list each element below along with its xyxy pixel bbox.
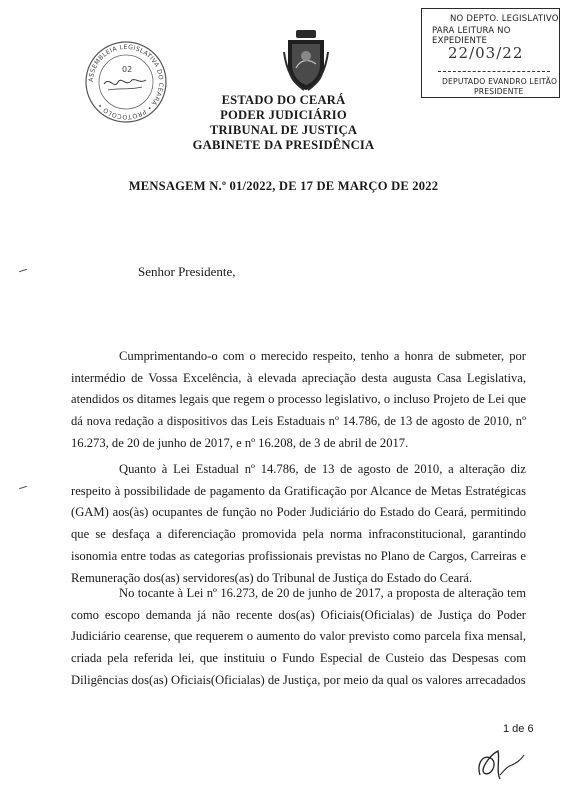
paragraph-1 <box>71 346 526 455</box>
stamp-line-1: NO DEPTO. LEGISLATIVO <box>450 14 559 24</box>
page-number: 1 de 6 <box>503 723 534 735</box>
stamp-line-4: DEPUTADO EVANDRO LEITÃO <box>442 77 558 86</box>
paragraph-2-text: Quanto à Lei Estadual nº 14.786, de 13 de agosto de 2010, a alteração diz respeito à possibilidade de pagamento da Gratificação por Alcance de Metas Estratégicas (GAM) aos(às) ocupantes de função no Poder Judiciário do Estado do Ceará, permitindo que se desfaça a diferenciação promovida pela norma infraconstitucional, garantindo isonomia entre todas as categorias profissionais previstas no Plano de Cargos, Carreiras e Remuneração dos(as) servidores(as) do Tribunal de Justiça do Estado do Ceará. <box>71 462 526 585</box>
stamp-divider <box>438 71 550 72</box>
handwritten-signature <box>470 745 530 783</box>
header-state: ESTADO DO CEARÁ <box>221 93 346 107</box>
stamp-date: 22/03/22 <box>448 44 524 62</box>
paragraph-1-text: Cumprimentando-o com o merecido respeito, tenho a honra de submeter, por intermédio de Vossa Excelência, à elevada apreciação desta augusta Casa Legislativa, atendidos os ditames legais que regem o processo legislativo, o incluso Projeto de Lei que dá nova redação a dispositivos das Leis Estaduais nº 14.786, de 13 de agosto de 2010, nº 16.273, de 20 de junho de 2017, e nº 16.208, de 3 de abril de 2017. <box>71 349 526 450</box>
stamp-number: 02 <box>122 65 133 74</box>
margin-mark <box>19 269 27 272</box>
stamp-ring-text: ASSEMBLEIA LEGISLATIVA DO CEARÁ • PROTOCOLO • <box>87 43 165 121</box>
salutation: Senhor Presidente, <box>138 264 236 279</box>
paragraph-2 <box>71 459 526 589</box>
paragraph-3 <box>71 583 526 692</box>
reading-stamp <box>421 8 560 98</box>
header-office: GABINETE DA PRESIDÊNCIA <box>192 138 375 152</box>
stamp-line-5: PRESIDENTE <box>474 87 524 96</box>
header-court: TRIBUNAL DE JUSTIÇA <box>209 123 358 137</box>
stamp-line-2: PARA LEITURA NO EXPEDIENTE <box>432 26 511 46</box>
margin-mark <box>19 486 27 489</box>
ceara-coat-of-arms-icon <box>282 28 330 92</box>
paragraph-3-text: No tocante à Lei nº 16.273, de 20 de junho de 2017, a proposta de alteração tem como escopo demanda já não recente dos(as) Oficiais(Oficialas) de Justiça do Poder Judiciário cearense, que requerem o aumento do valor previsto como parcela fixa mensal, criada pela referida lei, que instituiu o Fundo Especial de Custeio das Despesas com Diligências dos(as) Oficiais(Oficialas) de Justiça, por meio da qual os valores arrecadados <box>71 586 526 687</box>
header-power: PODER JUDICIÁRIO <box>220 108 347 122</box>
message-title: MENSAGEM N.º 01/2022, DE 17 DE MARÇO DE 2022 <box>128 179 439 193</box>
